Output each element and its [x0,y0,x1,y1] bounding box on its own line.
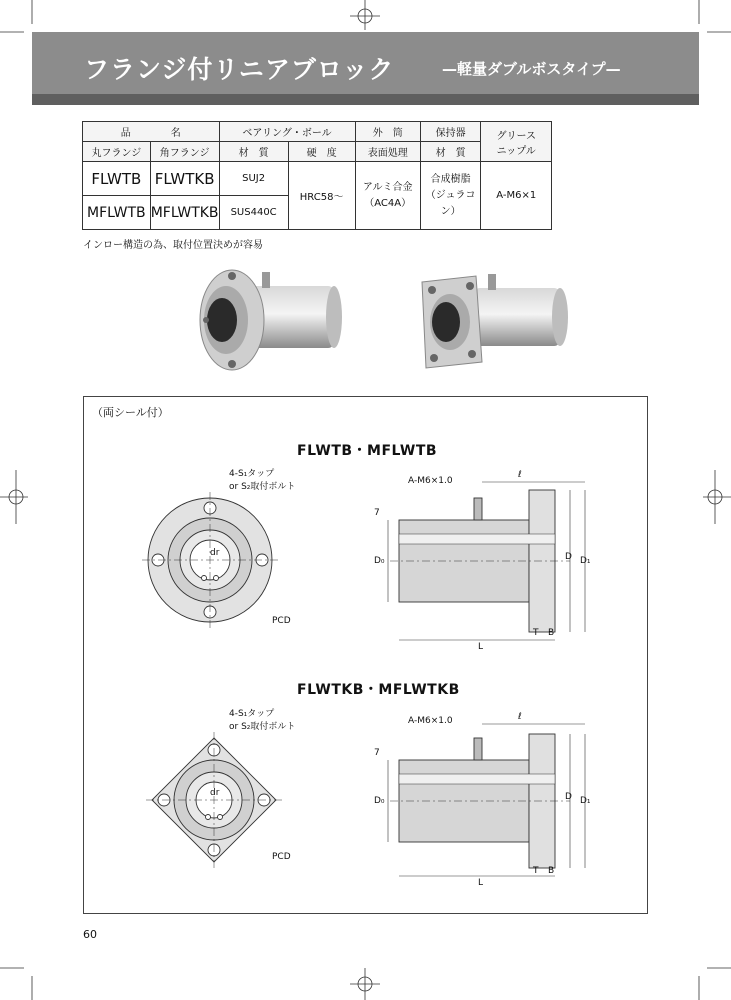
dim-d1-1: D₁ [580,556,591,566]
nipple-label-1: A-M6×1.0 [408,476,453,486]
cell-flwtb: FLWTB [83,162,151,196]
th-square-flange: 角フランジ [150,142,219,162]
cell-suj2: SUJ2 [219,162,288,196]
th-outer: 外 筒 [355,122,420,142]
spec-table [82,121,552,230]
square-flange-side-view [370,712,610,892]
section2-title: FLWTKB・MFLWTKB [297,682,460,698]
pcd-label-1: PCD [272,616,291,626]
cell-flwtkb: FLWTKB [150,162,219,196]
round-flange-photo [186,262,346,382]
dim-t-1: T [533,628,539,638]
page-title: フランジ付リニアブロック [84,55,395,84]
double-seal-label: （両シール付） [92,406,169,419]
dim-7-2: 7 [374,748,380,758]
th-hardness: 硬 度 [288,142,355,162]
th-round-flange: 丸フランジ [83,142,151,162]
page-number: 60 [83,928,97,941]
dim-d0-1: D₀ [374,556,385,566]
dim-t-2: T [533,866,539,876]
cell-hardness: HRC58～ [288,162,355,230]
dr-label-2: dr [210,788,220,798]
cell-outer-surface: アルミ合金 （AC4A） [355,162,420,230]
tap-label-2b: or S₂取付ボルト [229,722,296,732]
dim-b-1: B [548,628,555,638]
round-flange-front-view [140,490,280,630]
dim-d1-2: D₁ [580,796,591,806]
cell-grease-nipple: A-M6×1 [481,162,552,230]
dim-L-1: L [478,642,484,652]
cell-sus440c: SUS440C [219,196,288,230]
nipple-label-2: A-M6×1.0 [408,716,453,726]
dim-d0-2: D₀ [374,796,385,806]
page-subtitle: —軽量ダブルボスタイプ— [442,60,621,78]
th-ball-material: 材 質 [219,142,288,162]
tap-label-1a: 4-S₁タップ [229,469,275,479]
th-bearing-ball: ベアリング・ボール [219,122,355,142]
dim-L-2: L [478,878,484,888]
round-flange-side-view [370,470,610,660]
square-flange-photo [410,262,570,382]
tap-label-1b: or S₂取付ボルト [229,482,296,492]
section1-title: FLWTB・MFLWTB [297,443,438,459]
tap-label-2a: 4-S₁タップ [229,709,275,719]
dr-label-1: dr [210,548,220,558]
th-surface: 表面処理 [355,142,420,162]
mounting-note: インロー構造の為、取付位置決めが容易 [83,240,263,251]
th-retainer: 保持器 [420,122,481,142]
cell-mflwtb: MFLWTB [83,196,151,230]
cell-retainer-material: 合成樹脂 （ジュラコン） [420,162,481,230]
cell-mflwtkb: MFLWTKB [150,196,219,230]
th-retainer-material: 材 質 [420,142,481,162]
dim-7-1: 7 [374,508,380,518]
square-flange-front-view [144,730,284,870]
th-product-name: 品 名 [83,122,220,142]
dim-d-1: D [565,552,572,562]
th-grease-nipple: グリース ニップル [481,122,552,162]
dim-l-1: ℓ [518,470,522,480]
header-banner-strip [32,94,699,105]
pcd-label-2: PCD [272,852,291,862]
dim-b-2: B [548,866,555,876]
dim-d-2: D [565,792,572,802]
dim-l-2: ℓ [518,712,522,722]
